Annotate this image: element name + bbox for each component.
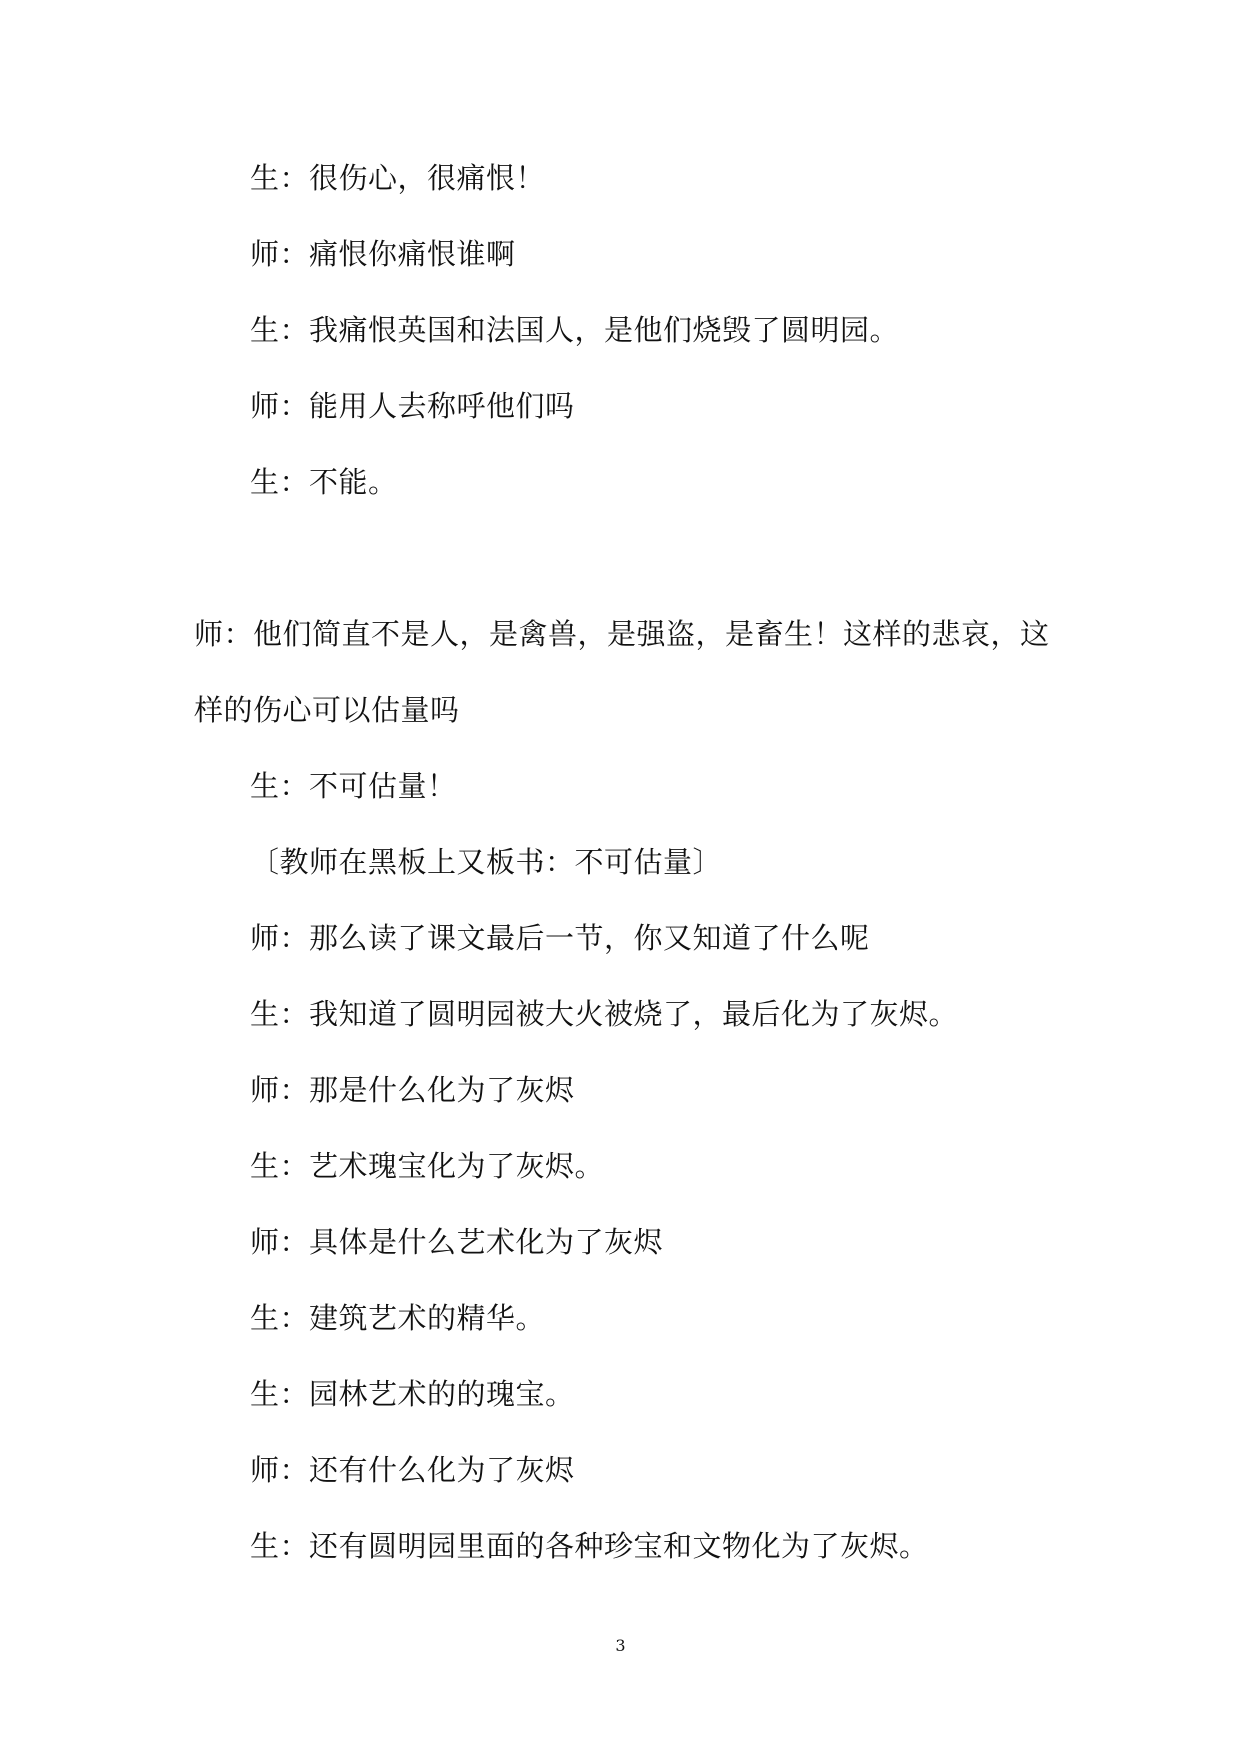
dialogue-line: 生：不能。	[250, 465, 398, 499]
dialogue-line: 师：痛恨你痛恨谁啊	[250, 237, 516, 271]
dialogue-line-continuation: 样的伤心可以估量吗	[194, 693, 460, 727]
dialogue-line: 生：不可估量！	[250, 769, 457, 803]
dialogue-line: 生：我痛恨英国和法国人，是他们烧毁了圆明园。	[250, 313, 900, 347]
dialogue-line: 生：园林艺术的的瑰宝。	[250, 1377, 575, 1411]
dialogue-line: 师：那么读了课文最后一节，你又知道了什么呢	[250, 921, 870, 955]
dialogue-line: 师：还有什么化为了灰烬	[250, 1453, 575, 1487]
dialogue-line: 师：能用人去称呼他们吗	[250, 389, 575, 423]
dialogue-line: 生：建筑艺术的精华。	[250, 1301, 546, 1335]
page-number: 3	[615, 1636, 626, 1655]
dialogue-line: 生：我知道了圆明园被大火被烧了，最后化为了灰烬。	[250, 997, 959, 1031]
dialogue-line: 生：艺术瑰宝化为了灰烬。	[250, 1149, 605, 1183]
dialogue-line: 师：具体是什么艺术化为了灰烬	[250, 1225, 664, 1259]
dialogue-line: 生：很伤心，很痛恨！	[250, 161, 546, 195]
dialogue-line: 师：他们简直不是人，是禽兽，是强盗，是畜生！这样的悲哀，这	[194, 617, 1050, 651]
dialogue-line: 师：那是什么化为了灰烬	[250, 1073, 575, 1107]
stage-note: 〔教师在黑板上又板书：不可估量〕	[250, 845, 723, 879]
dialogue-line: 生：还有圆明园里面的各种珍宝和文物化为了灰烬。	[250, 1529, 929, 1563]
